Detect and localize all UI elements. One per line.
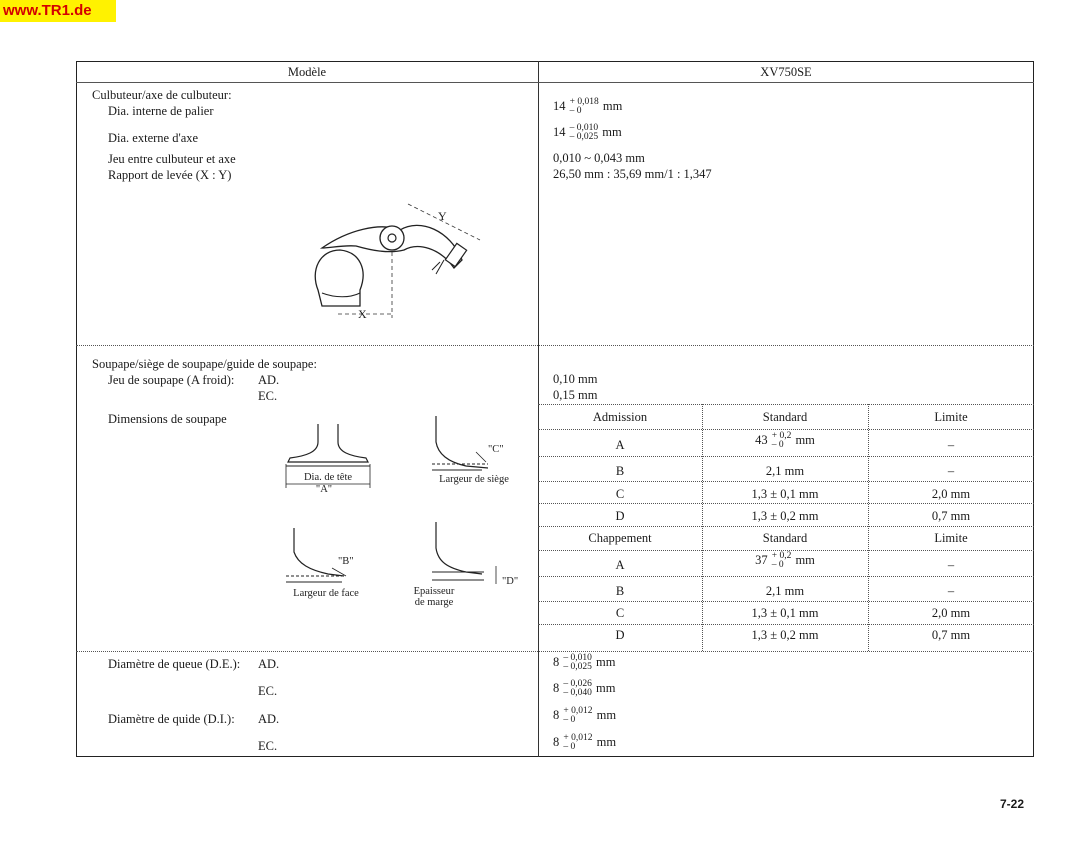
- valve-clearance-ad: AD.: [258, 373, 280, 387]
- intake-header-limit: Limite: [934, 410, 968, 424]
- row-line: [538, 481, 1034, 482]
- exhaust-d-std: 1,3 ± 0,2 mm: [751, 628, 819, 642]
- intake-b-std: 2,1 mm: [765, 464, 805, 478]
- bore-value: 14 + 0,018 – 0 mm: [553, 97, 623, 116]
- fig-margin-2: de marge: [414, 597, 454, 608]
- valve-dimension-figures: [276, 412, 536, 612]
- shaft-label: Dia. externe d'axe: [108, 131, 199, 145]
- exhaust-a-key: A: [615, 558, 625, 572]
- exhaust-c-key: C: [615, 606, 625, 620]
- intake-d-limit: 0,7 mm: [931, 509, 971, 523]
- intake-header-admission: Admission: [592, 410, 648, 424]
- stem-dia-label: Diamètre de queue (D.E.):: [108, 657, 241, 671]
- fig-x-label: X: [358, 307, 367, 321]
- intake-c-limit: 2,0 mm: [931, 487, 971, 501]
- exhaust-a-limit: –: [947, 558, 955, 572]
- fig-c: "C": [488, 444, 504, 455]
- fig-d: "D": [502, 576, 519, 587]
- valve-title: Soupape/siège de soupape/guide de soupape:: [92, 357, 317, 371]
- ratio-value: 26,50 mm : 35,69 mm/1 : 1,347: [553, 167, 712, 181]
- fig-a: "A": [315, 484, 333, 495]
- intake-a-std: 43 + 0,2 – 0 mm: [755, 431, 815, 450]
- valve-clearance-ad-value: 0,10 mm: [553, 372, 598, 386]
- ratio-label: Rapport de levée (X : Y): [108, 168, 232, 182]
- intake-b-limit: –: [947, 464, 955, 478]
- stem-ad-value: 8 – 0,010 – 0,025 mm: [553, 653, 616, 672]
- exhaust-b-limit: –: [947, 584, 955, 598]
- fig-y-label: Y: [438, 209, 447, 223]
- row-line: [538, 429, 1034, 430]
- intake-d-std: 1,3 ± 0,2 mm: [751, 509, 819, 523]
- valve-dims-label: Dimensions de soupape: [108, 412, 227, 426]
- clearance-label: Jeu entre culbuteur et axe: [108, 152, 236, 166]
- bore-label: Dia. interne de palier: [108, 104, 214, 118]
- column-divider: [538, 61, 539, 757]
- intake-c-key: C: [615, 487, 625, 501]
- site-banner[interactable]: www.TR1.de: [0, 0, 116, 22]
- intake-c-std: 1,3 ± 0,1 mm: [751, 487, 819, 501]
- page-number: 7-22: [1000, 797, 1025, 811]
- clearance-value: 0,010 ~ 0,043 mm: [553, 151, 645, 165]
- stem-dia-ad: AD.: [258, 657, 280, 671]
- row-line: [538, 576, 1034, 577]
- intake-d-key: D: [615, 509, 625, 523]
- header-model-value: XV750SE: [760, 65, 812, 79]
- guide-ec-value: 8 + 0,012 – 0 mm: [553, 733, 617, 752]
- guide-dia-ad: AD.: [258, 712, 280, 726]
- exhaust-a-std: 37 + 0,2 – 0 mm: [755, 551, 815, 570]
- exhaust-header-chappement: Chappement: [588, 531, 652, 545]
- valve-clearance-ec-value: 0,15 mm: [553, 388, 598, 402]
- valve-clearance-ec: EC.: [258, 389, 278, 403]
- intake-b-key: B: [615, 464, 625, 478]
- row-line: [538, 404, 1034, 405]
- exhaust-c-std: 1,3 ± 0,1 mm: [751, 606, 819, 620]
- row-line: [538, 503, 1034, 504]
- shaft-value: 14 – 0,010 – 0,025 mm: [553, 123, 622, 142]
- fig-head-dia: Dia. de tête: [303, 472, 353, 483]
- header-divider: [76, 82, 1034, 83]
- exhaust-b-std: 2,1 mm: [765, 584, 805, 598]
- exhaust-b-key: B: [615, 584, 625, 598]
- row-line: [538, 456, 1034, 457]
- section-divider: [76, 651, 1034, 652]
- valve-clearance-label: Jeu de soupape (A froid):: [108, 373, 235, 387]
- stem-dia-ec: EC.: [258, 684, 278, 698]
- section-divider: [76, 345, 1034, 346]
- intake-a-key: A: [615, 438, 625, 452]
- row-line: [538, 601, 1034, 602]
- stem-ec-value: 8 – 0,026 – 0,040 mm: [553, 679, 616, 698]
- fig-margin-1: Epaisseur: [413, 586, 455, 597]
- fig-b: "B": [338, 556, 354, 567]
- exhaust-header-standard: Standard: [762, 531, 808, 545]
- exhaust-header-limit: Limite: [934, 531, 968, 545]
- fig-face-width: Largeur de face: [293, 588, 359, 599]
- guide-dia-ec: EC.: [258, 739, 278, 753]
- exhaust-d-limit: 0,7 mm: [931, 628, 971, 642]
- rocker-title: Culbuteur/axe de culbuteur:: [92, 88, 232, 102]
- guide-dia-label: Diamètre de quide (D.I.):: [108, 712, 235, 726]
- intake-header-standard: Standard: [762, 410, 808, 424]
- intake-a-limit: –: [947, 438, 955, 452]
- header-model-label: Modèle: [287, 65, 327, 79]
- fig-seat-width: Largeur de siège: [439, 474, 509, 485]
- rocker-arm-figure: [300, 190, 500, 325]
- guide-ad-value: 8 + 0,012 – 0 mm: [553, 706, 617, 725]
- row-line: [538, 526, 1034, 527]
- exhaust-d-key: D: [615, 628, 625, 642]
- exhaust-c-limit: 2,0 mm: [931, 606, 971, 620]
- row-line: [538, 624, 1034, 625]
